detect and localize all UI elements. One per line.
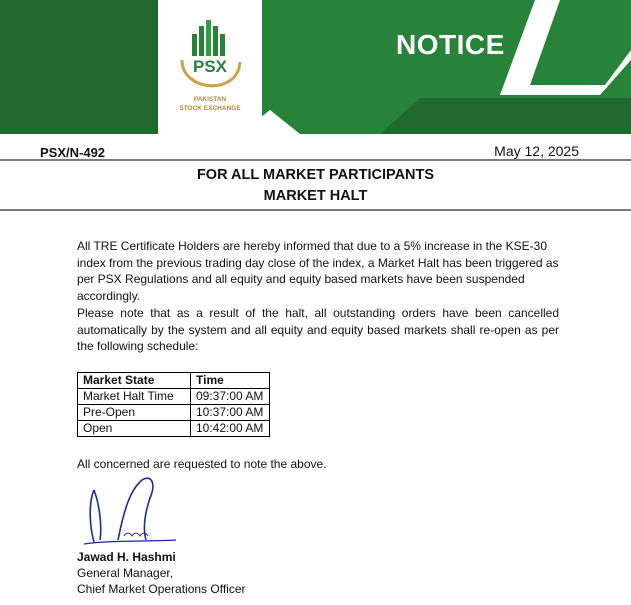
table-row [78, 389, 270, 405]
table-row [78, 405, 270, 421]
cell-time: 10:37:00 AM [191, 405, 270, 421]
logo-bars-icon [192, 20, 225, 56]
body-paragraph-1: All TRE Certificate Holders are hereby informed that due to a 5% increase in the KSE-30 index from the previous trading day close of the index, a Market Halt has been triggered as per PSX Regulations and all equity and equity based markets have been suspended accordingly. [77, 239, 559, 303]
subject-heading: MARKET HALT [263, 188, 368, 204]
notice-reference: PSX/N-492 [40, 145, 106, 160]
divider-top [0, 159, 631, 161]
cell-market-state: Pre-Open [78, 405, 191, 421]
logo-text: PSX [192, 57, 228, 76]
divider-bottom [0, 209, 631, 211]
column-header-time: Time [191, 373, 270, 389]
column-header-market-state: Market State [78, 373, 191, 389]
banner-stripes [0, 0, 631, 134]
cell-time: 09:37:00 AM [191, 389, 270, 405]
cell-market-state: Market Halt Time [78, 389, 191, 405]
header-banner [0, 0, 631, 134]
cell-market-state: Open [78, 421, 191, 437]
body-paragraph-2: Please note that as a result of the halt, all outstanding orders have been cancelled automatically by the system and all equity and equity based markets shall re-open as per the following schedule: [77, 306, 559, 353]
signatory-name: Jawad H. Hashmi [77, 550, 176, 564]
cell-time: 10:42:00 AM [191, 421, 270, 437]
notice-date: May 12, 2025 [494, 143, 579, 159]
psx-logo [158, 0, 262, 134]
closing-line: All concerned are requested to note the above. [77, 457, 327, 471]
audience-heading: FOR ALL MARKET PARTICIPANTS [196, 167, 435, 183]
org-name-line2: STOCK EXCHANGE [179, 105, 241, 112]
table-row [78, 421, 270, 437]
org-name-line1: PAKISTAN [193, 96, 227, 103]
signatory-title: Chief Market Operations Officer [77, 582, 246, 596]
table-header-row [78, 373, 270, 389]
schedule-table [77, 372, 270, 437]
signatory-role: General Manager, [77, 566, 174, 580]
handwritten-signature [80, 470, 180, 550]
notice-title: NOTICE [396, 29, 505, 60]
logo-panel [158, 0, 262, 134]
